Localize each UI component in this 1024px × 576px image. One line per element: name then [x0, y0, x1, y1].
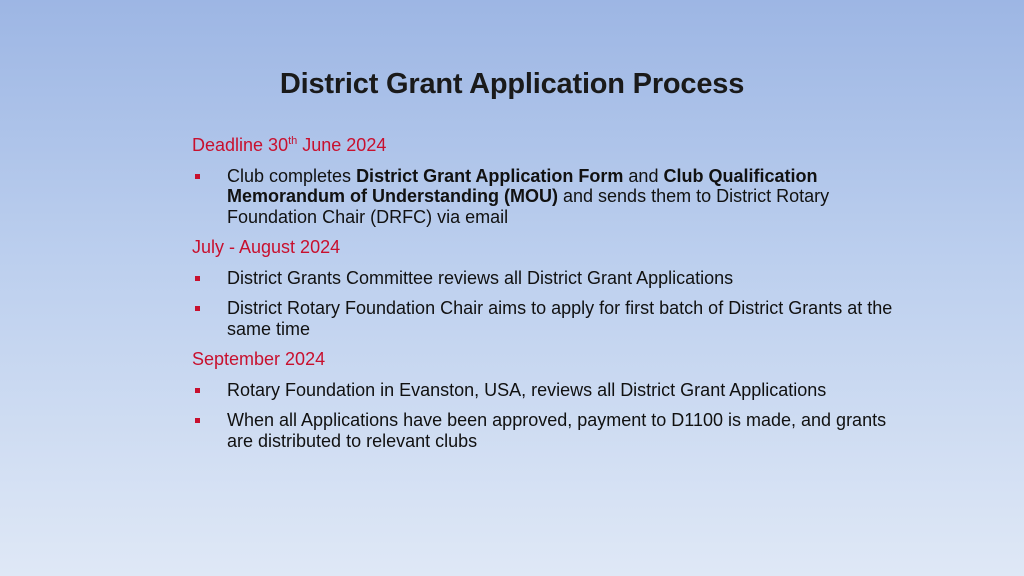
bold-text: District Grant Application Form: [356, 165, 624, 186]
bold-text: Club Qualification Memorandum of Understanding (MOU): [227, 165, 818, 206]
bullet-text: and sends them to District Rotary Foundation Chair (DRFC) via email: [227, 186, 830, 227]
bullet-text: Rotary Foundation in Evanston, USA, reviews all District Grant Applications: [227, 379, 827, 400]
square-bullet-icon: [195, 418, 200, 423]
bullet-text: When all Applications have been approved, payment to D1100 is made, and grants are distributed to relevant clubs: [227, 410, 887, 451]
bullet-text: District Rotary Foundation Chair aims to apply for first batch of District Grants at the same time: [227, 298, 893, 339]
section-heading-september: September 2024: [192, 349, 326, 369]
list-item: [192, 166, 912, 228]
list-item: [192, 298, 912, 339]
square-bullet-icon: [195, 306, 200, 311]
list-item: [192, 268, 912, 289]
list-item: [192, 410, 912, 451]
section-heading-deadline: [192, 135, 912, 156]
square-bullet-icon: [195, 174, 200, 179]
square-bullet-icon: [195, 388, 200, 393]
bullet-text: Club completes: [227, 165, 357, 186]
section-heading-july-august: July - August 2024: [192, 237, 341, 257]
heading-text: June 2024: [297, 135, 387, 155]
bullet-list-july-august: [192, 268, 912, 340]
bullet-list-deadline: [192, 166, 912, 228]
list-item: [192, 380, 912, 401]
bullet-text: and: [623, 165, 664, 186]
bullet-text: District Grants Committee reviews all District Grant Applications: [227, 267, 734, 288]
heading-text: Deadline 30: [192, 135, 289, 155]
slide-content: [192, 135, 912, 461]
slide-title: District Grant Application Process: [279, 68, 745, 100]
bullet-list-september: [192, 380, 912, 452]
heading-superscript: th: [288, 135, 298, 147]
square-bullet-icon: [195, 276, 200, 281]
